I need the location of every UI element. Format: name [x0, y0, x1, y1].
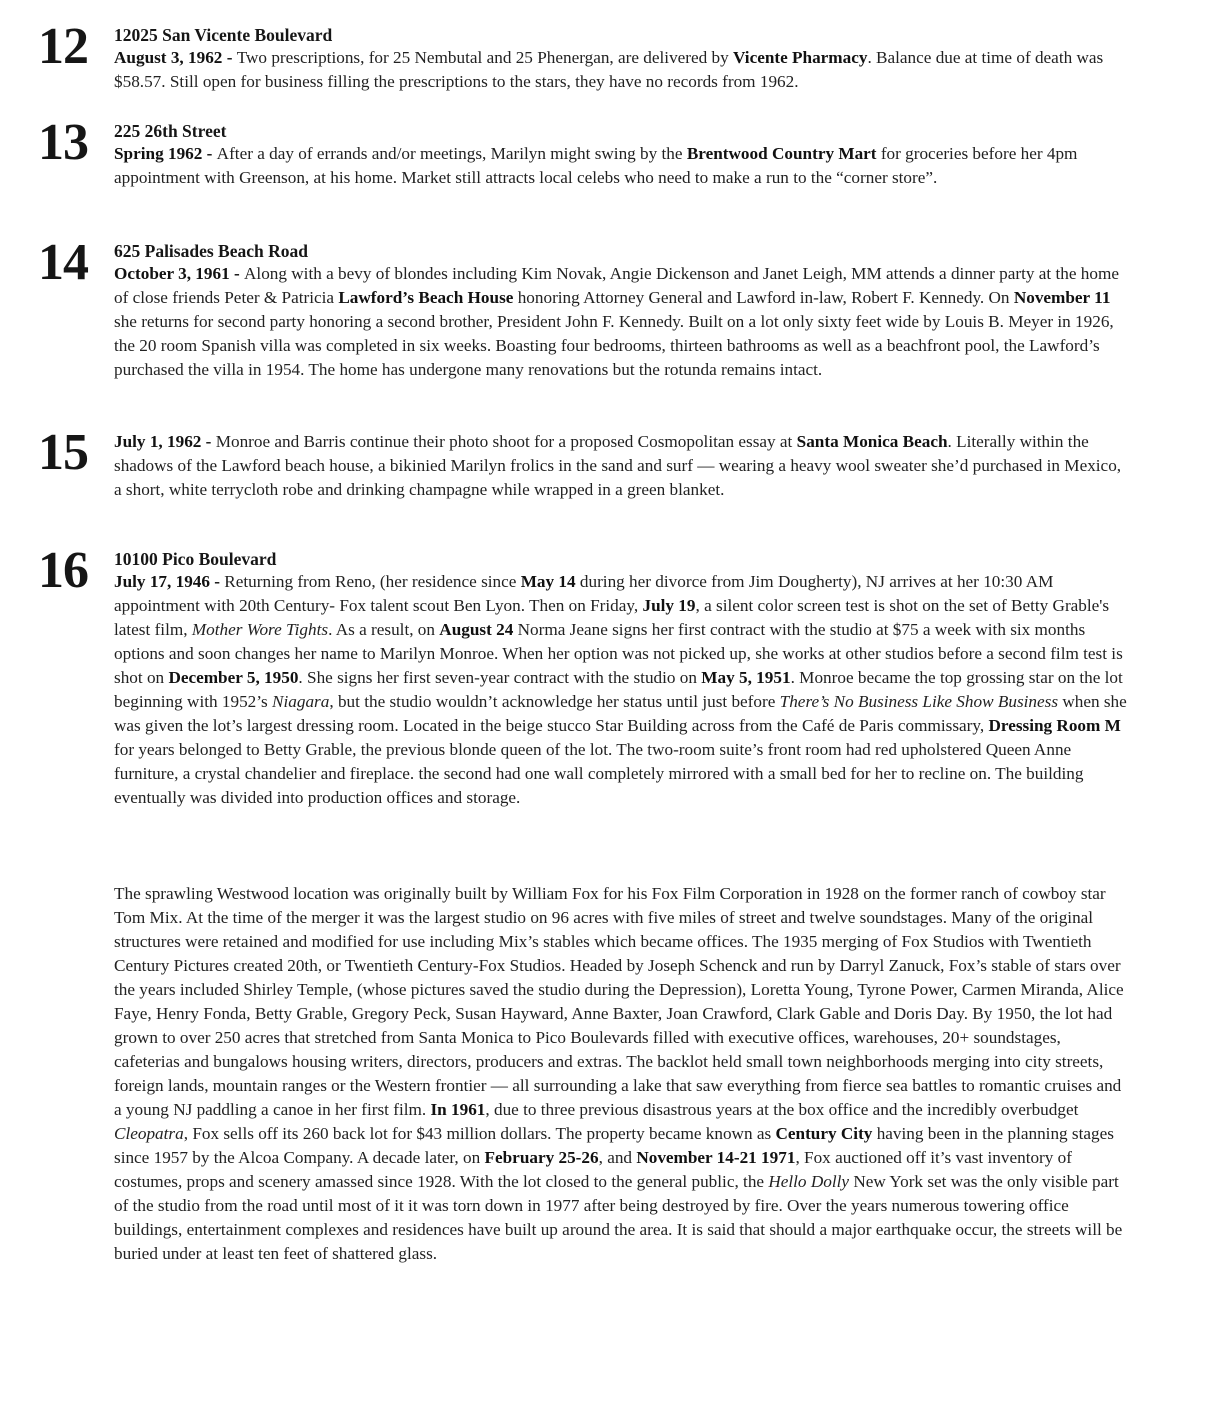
text-run: Two prescriptions, for 25 Nembutal and 25 Phenergan, are delivered by [236, 48, 734, 67]
text-run: . Monroe became the top grossing star on the lot beginning with 1952’s [114, 668, 1123, 711]
emphasis-italic: Cleopatra [114, 1124, 184, 1143]
entry-paragraph [114, 142, 1129, 190]
emphasis-bold: Brentwood Country Mart [686, 144, 877, 163]
text-run: Returning from Reno, (her residence since [224, 572, 521, 591]
emphasis-bold: July 19 [642, 596, 696, 615]
text-run: Along with a bevy of blondes including Kim Novak, Angie Dickenson and Janet Leigh, MM attends a dinner party at the home of close friends Peter & Patricia [114, 264, 1119, 307]
entry-number: 16 [38, 542, 88, 599]
text-run: when she was given the lot’s largest dressing room. Located in the beige stucco Star Building across from the Café de Paris commissary, [114, 692, 1127, 735]
text-run: , Fox sells off its 260 back lot for $43 million dollars. The property became known as [183, 1124, 776, 1143]
emphasis-bold: Century City [775, 1124, 873, 1143]
entry-paragraph [114, 46, 1129, 94]
emphasis-bold: Santa Monica Beach [796, 432, 948, 451]
emphasis-bold: Spring 1962 - [114, 144, 217, 163]
entry-number: 13 [38, 114, 88, 171]
text-run: honoring Attorney General and Lawford in-law, Robert F. Kennedy. On [513, 288, 1014, 307]
emphasis-italic: Hello Dolly [768, 1172, 850, 1191]
text-run: Norma Jeane signs her first contract with the studio at $75 a week with six months options and soon changes her name to Marilyn Monroe. When her option was not picked up, she works at other studios before a second film test is shot on [114, 620, 1123, 687]
entry-paragraph [114, 570, 1129, 810]
text-run: Monroe and Barris continue their photo shoot for a proposed Cosmopolitan essay at [215, 432, 797, 451]
text-run: during her divorce from Jim Dougherty), NJ arrives at her 10:30 AM appointment with 20th Century- Fox talent scout Ben Lyon. Then on Friday, [114, 572, 1054, 615]
emphasis-bold: Dressing Room M [988, 716, 1121, 735]
emphasis-bold: July 1, 1962 - [114, 432, 216, 451]
text-run: New York set was the only visible part of the studio from the road until most of it it was torn down in 1977 after being destroyed by fire. Over the years numerous towering office buildings, entertainment complexes and residences have built up around the area. It is said that should a major earthquake occur, the streets will be buried under at least ten feet of shattered glass. [114, 1172, 1123, 1263]
text-run: having been in the planning stages since 1957 by the Alcoa Company. A decade later, on [114, 1124, 1114, 1167]
emphasis-bold: November 11 [1013, 288, 1111, 307]
emphasis-bold: November 14-21 1971 [636, 1148, 796, 1167]
entry-paragraph [114, 262, 1129, 382]
emphasis-bold: May 5, 1951 [701, 668, 791, 687]
text-run: for years belonged to Betty Grable, the previous blonde queen of the lot. The two-room suite’s front room had red upholstered Queen Anne furniture, a crystal chandelier and fireplace. the second had one wall completely mirrored with a small bed for her to recline on. The building eventually was divided into production offices and storage. [114, 740, 1084, 807]
emphasis-italic: There’s No Business Like Show Business [779, 692, 1059, 711]
emphasis-italic: Niagara [272, 692, 330, 711]
text-run: for groceries before her 4pm appointment with Greenson, at his home. Market still attracts local celebs who need to make a run to the “corner store”. [114, 144, 1078, 187]
emphasis-bold: May 14 [520, 572, 576, 591]
text-run: After a day of errands and/or meetings, Marilyn might swing by the [216, 144, 687, 163]
text-run: . She signs her first seven-year contract with the studio on [298, 668, 702, 687]
text-run: . Literally within the shadows of the Lawford beach house, a bikinied Marilyn frolics in the sand and surf — wearing a heavy wool sweater she’d purchased in Mexico, a short, white terrycloth robe and drinking champagne while wrapped in a green blanket. [114, 432, 1122, 499]
entry-body [114, 240, 1129, 382]
entry-paragraph [114, 430, 1129, 502]
emphasis-bold: August 3, 1962 - [114, 48, 237, 67]
emphasis-bold: August 24 [439, 620, 514, 639]
text-run: . As a result, on [328, 620, 440, 639]
text-run: she returns for second party honoring a second brother, President John F. Kennedy. Built on a lot only sixty feet wide by Louis B. Meyer in 1926, the 20 room Spanish villa was completed in six weeks. Boasting four bedrooms, thirteen bathrooms as well as a beachfront pool, the Lawford’s purchased the villa in 1954. The home has undergone many renovations but the rotunda remains intact. [114, 312, 1114, 379]
entry-body [114, 24, 1129, 94]
emphasis-bold: Lawford’s Beach House [338, 288, 514, 307]
entry-address: 625 Palisades Beach Road [114, 241, 308, 261]
entry-address: 10100 Pico Boulevard [114, 549, 277, 569]
entry-address: 225 26th Street [114, 121, 227, 141]
text-run: , a silent color screen test is shot on the set of Betty Grable's latest film, [114, 596, 1110, 639]
entry-body [114, 548, 1129, 810]
emphasis-bold: In 1961 [430, 1100, 486, 1119]
emphasis-bold: July 17, 1946 - [114, 572, 225, 591]
fox-studio-history [114, 882, 1129, 1266]
emphasis-italic: Mother Wore Tights [191, 620, 329, 639]
text-run: , but the studio wouldn’t acknowledge her status until just before [329, 692, 780, 711]
text-run: The sprawling Westwood location was originally built by William Fox for his Fox Film Corporation in 1928 on the former ranch of cowboy star Tom Mix. At the time of the merger it was the largest studio on 96 acres with five miles of street and twelve soundstages. Many of the original structures were retained and modified for use including Mix’s stables which became offices. The 1935 merging of Fox Studios with Twentieth Century Pictures created 20th, or Twentieth Century-Fox Studios. Headed by Joseph Schenck and run by Darryl Zanuck, Fox’s stable of stars over the years included Shirley Temple, (whose pictures saved the studio during the Depression), Loretta Young, Tyrone Power, Carmen Miranda, Alice Faye, Henry Fonda, Betty Grable, Gregory Peck, Susan Hayward, Anne Baxter, Joan Crawford, Clark Gable and Doris Day. By 1950, the lot had grown to over 250 acres that stretched from Santa Monica to Pico Boulevards filled with executive offices, warehouses, 20+ soundstages, cafeterias and bungalows housing writers, directors, producers and extras. The backlot held small town neighborhoods merging into city streets, foreign lands, mountain ranges or the Western frontier — all surrounding a lake that saw everything from fierce sea battles to romantic cruises and a young NJ paddling a canoe in her first film. [114, 884, 1124, 1119]
entry-number: 15 [38, 424, 88, 481]
entry-number: 12 [38, 18, 88, 75]
emphasis-bold: Vicente Pharmacy [733, 48, 868, 67]
text-run: , and [598, 1148, 637, 1167]
text-run: . Balance due at time of death was $58.57. Still open for business filling the prescriptions to the stars, they have no records from 1962. [114, 48, 1104, 91]
text-run: , due to three previous disastrous years at the box office and the incredibly overbudget [485, 1100, 1079, 1119]
entry-body [114, 430, 1129, 502]
entry-number: 14 [38, 234, 88, 291]
history-paragraph [114, 882, 1129, 1266]
emphasis-bold: December 5, 1950 [168, 668, 299, 687]
entry-address: 12025 San Vicente Boulevard [114, 25, 333, 45]
entry-body [114, 120, 1129, 190]
emphasis-bold: October 3, 1961 - [114, 264, 244, 283]
emphasis-bold: February 25-26 [484, 1148, 599, 1167]
text-run: , Fox auctioned off it’s vast inventory of costumes, props and scenery amassed since 1928. With the lot closed to the general public, the [114, 1148, 1072, 1191]
